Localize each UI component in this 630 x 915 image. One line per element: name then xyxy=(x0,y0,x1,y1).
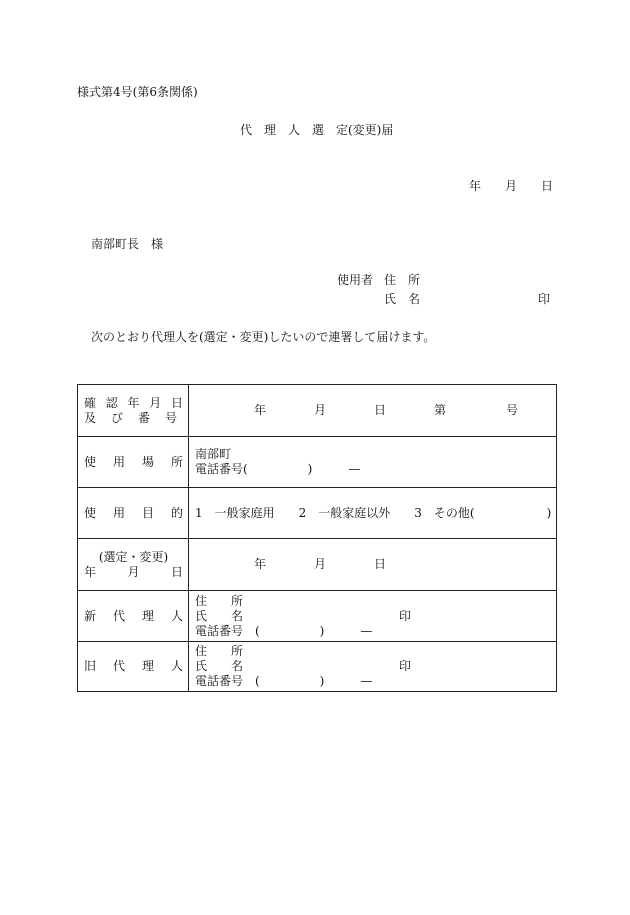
label-char: 的 xyxy=(170,505,183,520)
new-agent-label-text xyxy=(84,609,183,624)
label-char: 月 xyxy=(127,564,140,579)
location-phone: 電話番号( ) — xyxy=(195,462,361,476)
row-location xyxy=(78,437,557,488)
selection-date-label-line2 xyxy=(84,565,183,580)
purpose-value xyxy=(189,488,557,539)
new-agent-address: 住 所 xyxy=(195,593,244,608)
selection-date-label-line1: (選定・変更) xyxy=(98,549,169,564)
old-agent-label xyxy=(78,642,189,692)
confirmation-value-text: 年 月 日 第 号 xyxy=(254,403,519,417)
label-char: 番 xyxy=(137,410,150,425)
label-char: 旧 xyxy=(84,659,97,673)
selection-date-value xyxy=(189,539,557,591)
label-char: 場 xyxy=(141,454,154,469)
old-agent-phone: 電話番号 ( ) — xyxy=(195,674,373,688)
location-label xyxy=(78,437,189,488)
purpose-label-text xyxy=(84,506,183,521)
label-char: 使 xyxy=(84,454,97,469)
row-new-agent xyxy=(78,591,557,642)
document-title: 代 理 人 選 定(変更)届 xyxy=(240,123,394,137)
label-char: 代 xyxy=(112,659,125,673)
label-char: 認 xyxy=(105,395,118,410)
old-agent-label-text xyxy=(84,659,183,674)
label-char: 用 xyxy=(112,505,125,520)
applicant-seal-mark: 印 xyxy=(538,292,551,306)
row-selection-date xyxy=(78,539,557,591)
label-char: 目 xyxy=(141,505,154,520)
label-char: 所 xyxy=(170,454,183,469)
selection-date-text: 年 月 日 xyxy=(254,557,387,571)
old-agent-value xyxy=(189,642,557,692)
label-char: 年 xyxy=(127,395,140,410)
label-char: 号 xyxy=(164,410,177,425)
label-char: 使 xyxy=(84,505,97,520)
confirmation-label xyxy=(78,385,189,437)
intro-text: 次のとおり代理人を(選定・変更)したいので連署して届けます。 xyxy=(91,330,436,344)
label-char: 用 xyxy=(112,454,125,469)
new-agent-name: 氏 名 印 xyxy=(195,608,412,623)
old-agent-name: 氏 名 印 xyxy=(195,659,412,673)
label-char: 人 xyxy=(170,659,183,673)
location-label-text xyxy=(84,455,183,470)
new-agent-phone: 電話番号 ( ) — xyxy=(195,623,373,638)
new-agent-label xyxy=(78,591,189,642)
submission-date: 年 月 日 xyxy=(469,179,554,193)
applicant-role-label: 使用者 xyxy=(337,273,374,287)
applicant-address-label: 住 所 xyxy=(384,273,421,287)
form-number: 様式第4号(第6条関係) xyxy=(77,85,198,99)
purpose-label xyxy=(78,488,189,539)
form-table xyxy=(77,384,557,692)
confirmation-label-line2 xyxy=(84,411,183,426)
label-char: 理 xyxy=(141,659,154,673)
selection-date-label xyxy=(78,539,189,591)
label-char: 理 xyxy=(141,608,154,623)
label-char: 人 xyxy=(170,608,183,623)
label-char: 新 xyxy=(84,608,97,623)
row-confirmation xyxy=(78,385,557,437)
location-value xyxy=(189,437,557,488)
row-purpose xyxy=(78,488,557,539)
label-char: び xyxy=(110,410,123,425)
row-old-agent xyxy=(78,642,557,692)
label-char: 日 xyxy=(170,395,183,410)
label-char: 代 xyxy=(112,608,125,623)
purpose-options: 1 一般家庭用 2 一般家庭以外 3 その他( ) xyxy=(195,505,552,520)
location-town: 南部町 xyxy=(195,447,232,461)
old-agent-address: 住 所 xyxy=(195,644,244,658)
label-char: 年 xyxy=(84,564,97,579)
addressee: 南部町長 様 xyxy=(91,237,164,251)
label-char: 月 xyxy=(149,395,162,410)
applicant-name-label: 氏 名 xyxy=(384,292,421,306)
label-char: 及 xyxy=(84,410,97,425)
confirmation-label-line1 xyxy=(84,396,183,411)
confirmation-value xyxy=(189,385,557,437)
label-char: 日 xyxy=(170,564,183,579)
new-agent-value xyxy=(189,591,557,642)
label-char: 確 xyxy=(84,395,97,410)
